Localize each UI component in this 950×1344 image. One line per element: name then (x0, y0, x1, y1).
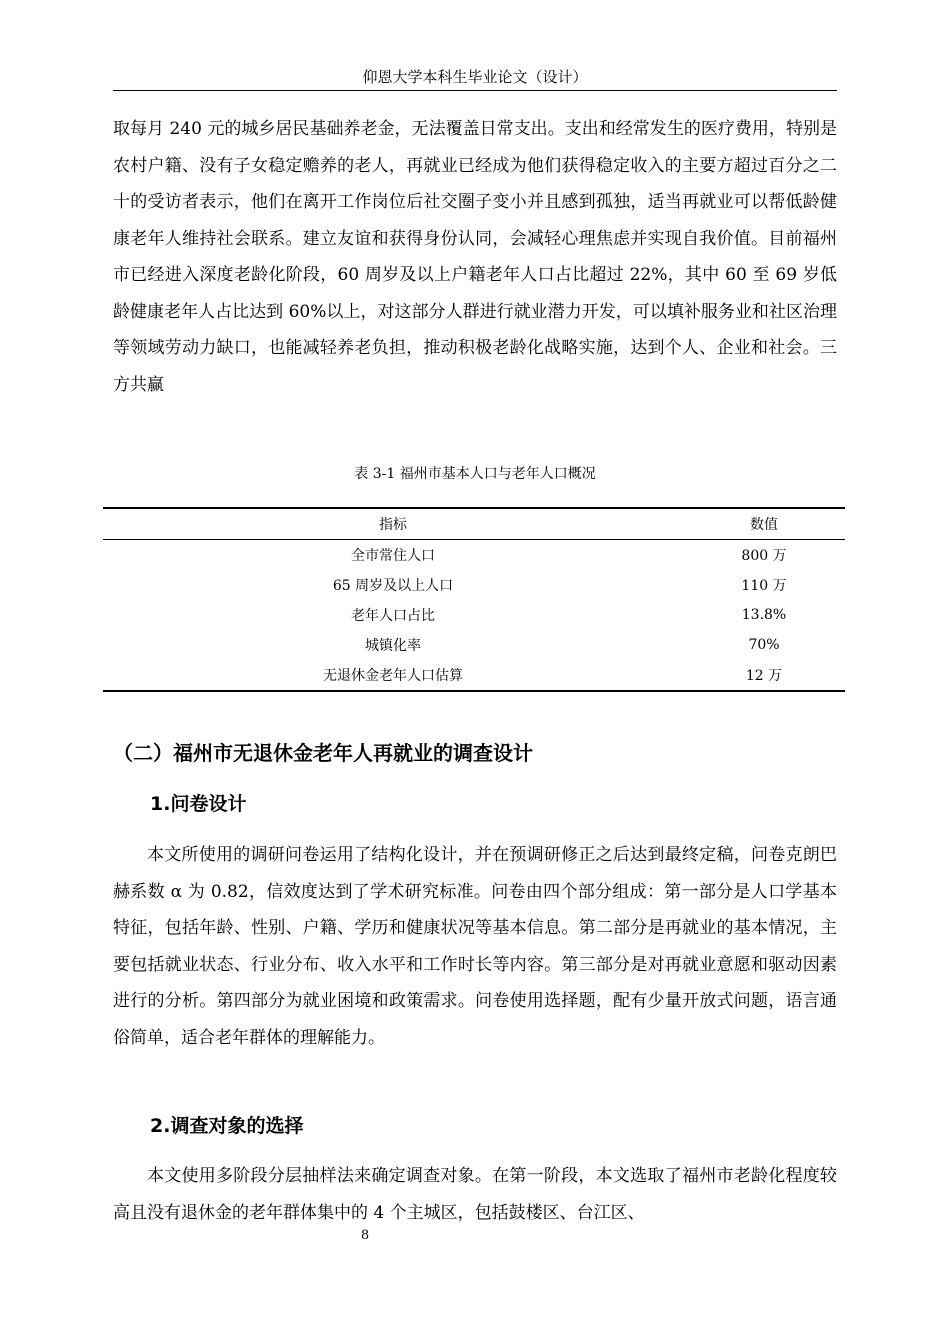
table-cell-indicator: 全市常住人口 (351, 548, 435, 564)
table-cell-value: 12 万 (745, 668, 783, 684)
page-number: 8 (360, 1228, 370, 1243)
table-cell-indicator: 无退休金老年人口估算 (323, 668, 463, 684)
subsection-heading-sampling: 2.调查对象的选择 (150, 1115, 304, 1137)
subsection-heading-questionnaire: 1.问卷设计 (150, 793, 247, 815)
population-table (103, 507, 845, 692)
table-cell-value: 110 万 (741, 578, 787, 594)
section-heading: （二）福州市无退休金老年人再就业的调查设计 (113, 741, 533, 765)
table-header-indicator: 指标 (379, 517, 407, 533)
table-row (103, 570, 845, 600)
table-cell-value: 13.8% (741, 607, 787, 623)
body-paragraph-1: 取每月 240 元的城乡居民基础养老金，无法覆盖日常支出。支出和经常发生的医疗费用，特别是农村户籍、没有子女稳定赡养的老人，再就业已经成为他们获得稳定收入的主要方超过百分之二十的受访者表示，他们在离开工作岗位后社交圈子变小并且感到孤独，适当再就业可以帮低龄健康老年人维持社会联系。建立友谊和获得身份认同，会减轻心理焦虑并实现自我价值。目前福州市已经进入深度老龄化阶段，60 周岁及以上户籍老年人口占比超过 22%，其中 60 至 69 岁低龄健康老年人占比达到 60%以上，对这部分人群进行就业潜力开发，可以填补服务业和社区治理等领域劳动力缺口，也能减轻养老负担，推动积极老龄化战略实施，达到个人、企业和社会。三方共赢 (113, 119, 837, 395)
body-paragraph-3: 本文使用多阶段分层抽样法来确定调查对象。在第一阶段，本文选取了福州市老龄化程度较高且没有退休金的老年群体集中的 4 个主城区，包括鼓楼区、台江区、 (113, 1166, 837, 1223)
table-cell-indicator: 老年人口占比 (351, 608, 435, 624)
table-row (103, 630, 845, 660)
table-cell-value: 800 万 (741, 548, 787, 564)
table-caption: 表 3-1 福州市基本人口与老年人口概况 (354, 466, 596, 482)
body-paragraph-2: 本文所使用的调研问卷运用了结构化设计，并在预调研修正之后达到最终定稿，问卷克朗巴赫系数 α 为 0.82，信效度达到了学术研究标准。问卷由四个部分组成：第一部分是人口学基本特征，包括年龄、性别、户籍、学历和健康状况等基本信息。第二部分是再就业的基本情况，主要包括就业状态、行业分布、收入水平和工作时长等内容。第三部分是对再就业意愿和驱动因素进行的分析。第四部分为就业困境和政策需求。问卷使用选择题，配有少量开放式问题，语言通俗简单，适合老年群体的理解能力。 (113, 845, 837, 1048)
table-row (103, 600, 845, 630)
table-cell-value: 70% (748, 637, 780, 653)
table-cell-indicator: 城镇化率 (365, 638, 421, 654)
table-cell-indicator: 65 周岁及以上人口 (332, 578, 454, 594)
table-row (103, 540, 845, 571)
table-row (103, 660, 845, 691)
running-header: 仰恩大学本科生毕业论文（设计） (113, 66, 837, 91)
table-header-row (103, 508, 845, 540)
table-header-value: 数值 (750, 517, 778, 533)
